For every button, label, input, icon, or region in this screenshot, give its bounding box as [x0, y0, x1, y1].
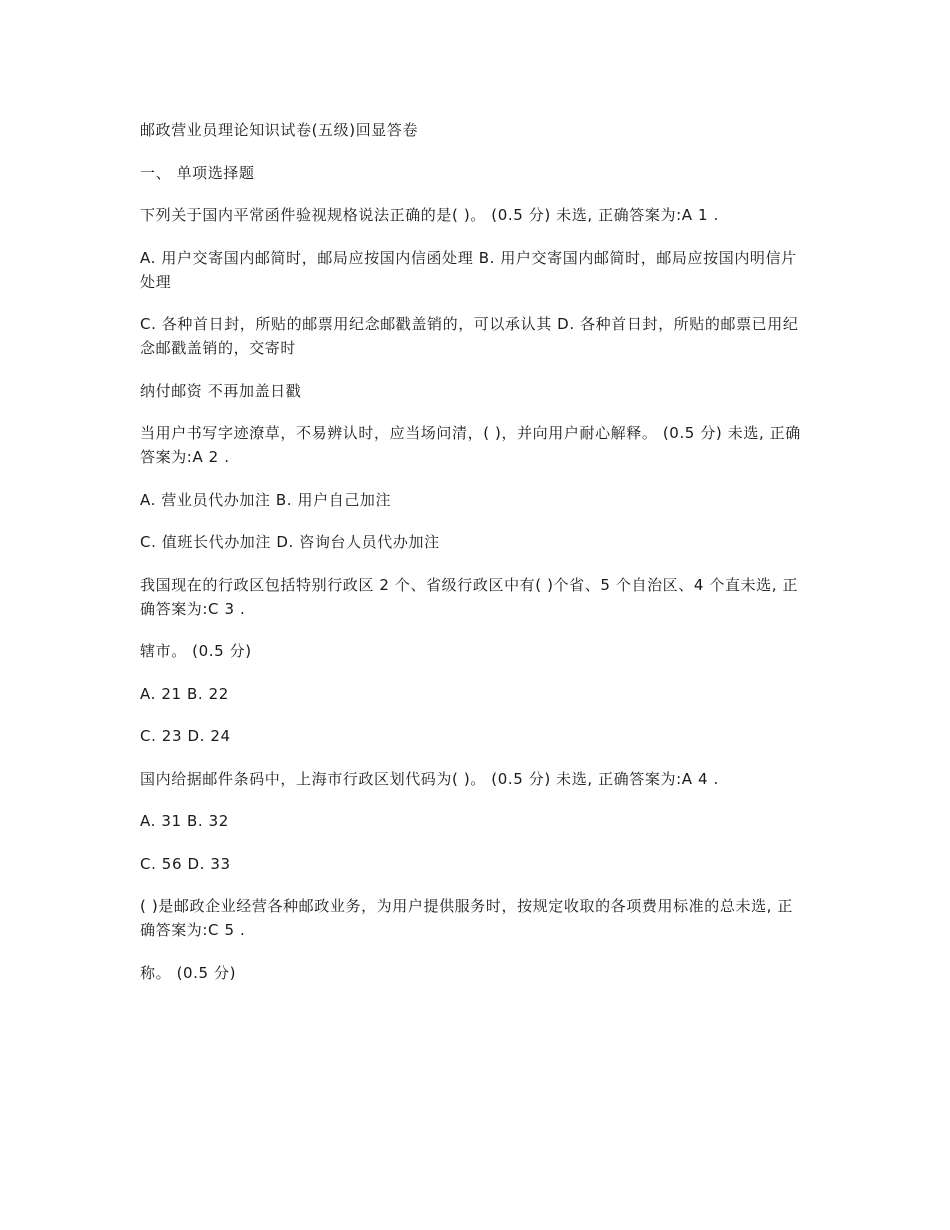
question-4-options-cd: C. 56 D. 33 [140, 854, 231, 873]
question-1-stem: 下列关于国内平常函件验视规格说法正确的是( )。 (0.5 分) 未选, 正确答案为:A 1 . [140, 206, 719, 224]
question-3-options-cd: C. 23 D. 24 [140, 727, 231, 745]
question-3-options-ab: A. 21 B. 22 [140, 684, 229, 703]
question-2-stem: 当用户书写字迹潦草，不易辨认时，应当场问清，( )，并向用户耐心解释。 (0.5 分) 未选, 正确答案为:A 2 . [140, 424, 801, 466]
question-5-stem: ( )是邮政企业经营各种邮政业务，为用户提供服务时，按规定收取的各项费用标准的总未选, 正确答案为:C 5 . [140, 897, 794, 939]
question-1-options-cd: C. 各种首日封，所贴的邮票用纪念邮戳盖销的，可以承认其 D. 各种首日封，所贴的邮票已用纪念邮戳盖销的，交寄时 [140, 315, 799, 357]
question-3-stem: 我国现在的行政区包括特别行政区 2 个、省级行政区中有( )个省、5 个自治区、4 个直未选, 正确答案为:C 3 . [140, 575, 799, 618]
document-title: 邮政营业员理论知识试卷(五级)回显答卷 [140, 121, 419, 139]
question-4-stem: 国内给据邮件条码中，上海市行政区划代码为( )。 (0.5 分) 未选, 正确答案为:A 4 . [140, 769, 719, 788]
question-2-options-ab: A. 营业员代办加注 B. 用户自己加注 [140, 490, 392, 509]
question-1-options-continued: 纳付邮资 不再加盖日戳 [140, 381, 302, 400]
question-5-stem-continued: 称。 (0.5 分) [140, 963, 237, 982]
question-3-stem-continued: 辖市。 (0.5 分) [140, 642, 252, 660]
question-4-options-ab: A. 31 B. 32 [140, 812, 229, 830]
question-1-options-ab: A. 用户交寄国内邮简时，邮局应按国内信函处理 B. 用户交寄国内邮简时，邮局应按国内明信片处理 [140, 248, 797, 291]
document-body [140, 118, 805, 1003]
section-heading: 一、 单项选择题 [140, 163, 255, 182]
question-2-options-cd: C. 值班长代办加注 D. 咨询台人员代办加注 [140, 533, 440, 551]
